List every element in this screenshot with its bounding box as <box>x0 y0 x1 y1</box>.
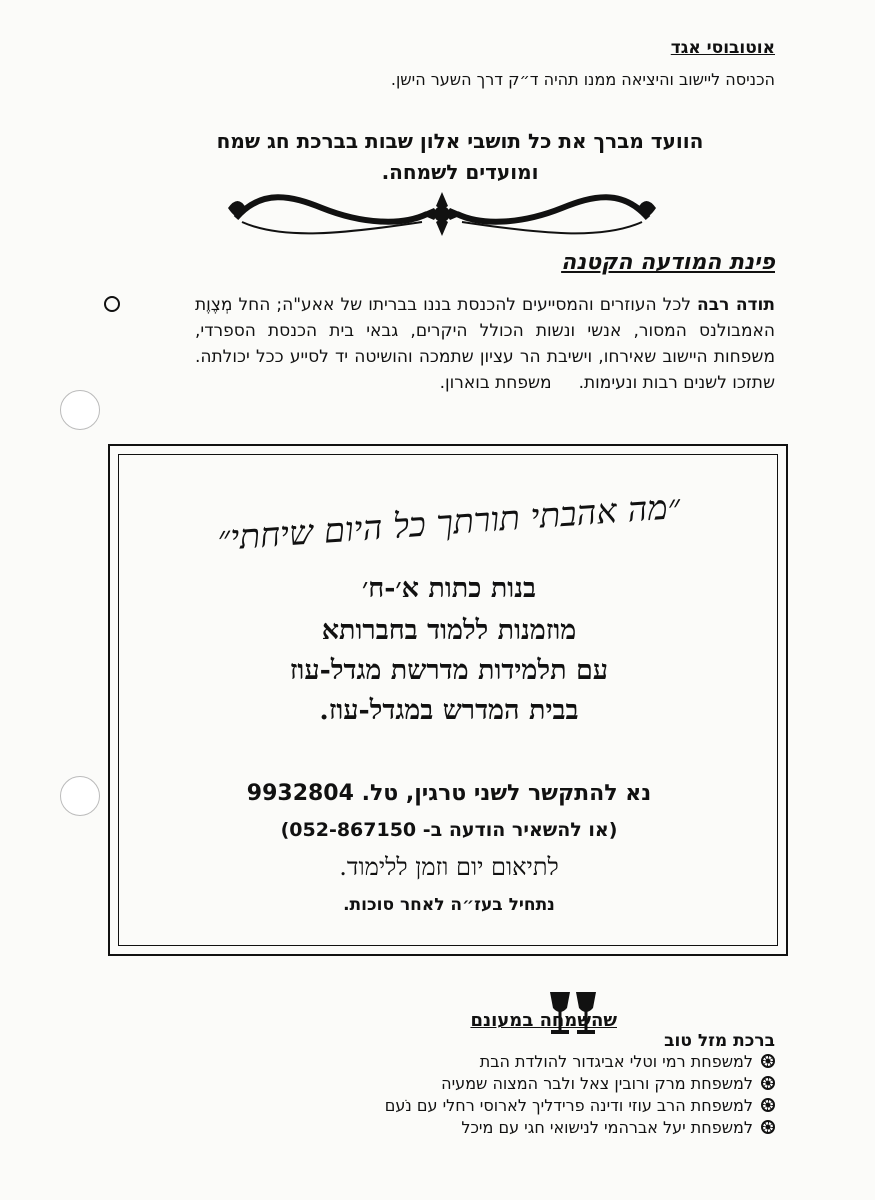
joy-section-title: שהשמחה במעונם <box>470 1010 617 1031</box>
greeting-line-1: הוועד מברך את כל תושבי אלון שבות בברכת חג שמח <box>216 129 704 153</box>
list-item: למשפחת הרב עוזי ודינה פרידליך לארוסי רחלי עם נֹעם <box>385 1095 775 1117</box>
small-ad-title: פינת המודעה הקטנה <box>561 250 775 275</box>
flower-bullet-icon <box>761 1120 775 1134</box>
binder-hole-icon <box>60 776 100 816</box>
decorative-ornament-icon <box>222 178 662 242</box>
flower-bullet-icon <box>761 1098 775 1112</box>
invitation-box <box>118 454 778 946</box>
list-item: למשפחת רמי וטלי אביגדור להולדת הבת <box>385 1051 775 1073</box>
list-item: למשפחת מרק ורובין צאל ולבר המצוה שמעיה <box>385 1073 775 1095</box>
greeting-line-2: ומועדים לשמחה. <box>381 160 539 184</box>
circle-bullet-icon <box>104 296 120 312</box>
invitation-line-3: עם תלמידות מדרשת מגדל-עוז <box>289 655 609 686</box>
mazal-tov-heading: ברכת מזל טוב <box>664 1031 775 1051</box>
invitation-leave-message: (או להשאיר הודעה ב- 052-867150) <box>280 819 618 841</box>
list-item: למשפחת יעל אברהמי לנישואי חגי עם מיכל <box>385 1117 775 1139</box>
invitation-coordinate: לתיאום יום וזמן ללימוד. <box>339 853 559 881</box>
invitation-line-1: בנות כתות א׳-ח׳ <box>362 573 536 604</box>
thanks-bold: תודה רבה <box>697 295 776 315</box>
binder-hole-icon <box>60 390 100 430</box>
bus-section-text: הכניסה ליישוב והיציאה ממנו תהיה ד״ק דרך השער הישן. <box>390 70 775 89</box>
thanks-paragraph <box>195 292 775 396</box>
thanks-text: לכל העוזרים והמסייעים להכנסת בננו בבריתו של אאע"ה; החל מְצֶוֶת האמבולנס המסור, אנשי ונשות הכולל היקרים, גבאי בית הכנסת הספרדי, משפחות היישוב שאירחו, וישיבת הר עציון שתמכה והושיטה יד לסייע ככל יכולתה. שתזכו לשנים רבות ונעימות. <box>195 295 775 393</box>
invitation-line-2: מוזמנות ללמוד בחברותא <box>321 615 577 646</box>
invitation-line-4: בבית המדרש במגדל-עוז. <box>319 695 579 726</box>
thanks-signature: משפחת בוארון. <box>439 373 552 393</box>
bus-section-title: אוטובוסי אגד <box>670 38 775 58</box>
flower-bullet-icon <box>761 1054 775 1068</box>
invitation-contact: נא להתקשר לשני טרגין, טל. 9932804 <box>246 781 652 806</box>
invitation-slogan: ״מה אהבתי תורתך כל היום שיחתי״ <box>216 486 682 560</box>
flower-bullet-icon <box>761 1076 775 1090</box>
invitation-start-note: נתחיל בעז״ה לאחר סוכות. <box>343 895 555 915</box>
congratulations-list <box>385 1051 775 1139</box>
